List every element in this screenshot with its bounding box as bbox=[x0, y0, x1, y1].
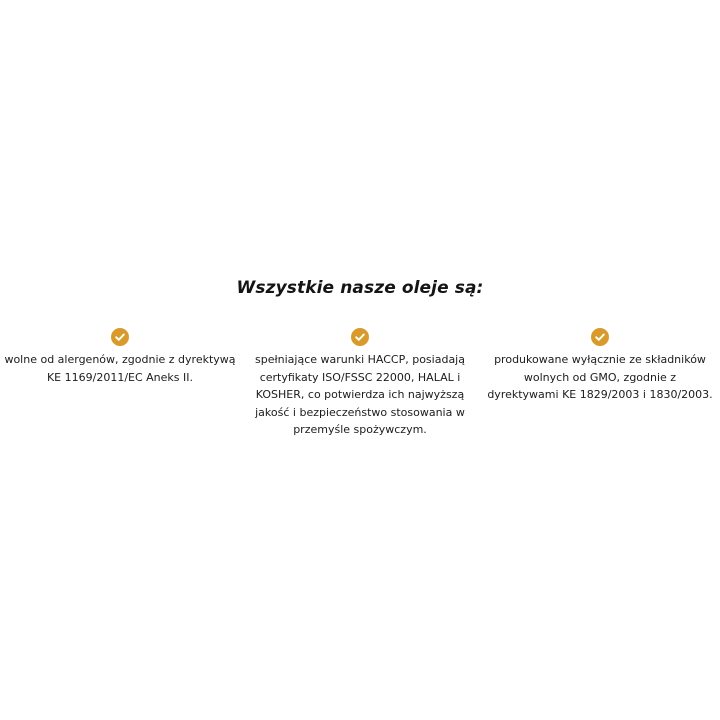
features-row bbox=[0, 328, 720, 439]
check-circle-icon bbox=[111, 328, 129, 346]
check-circle-icon bbox=[591, 328, 609, 346]
feature-text: spełniające warunki HACCP, posiadają certyfikaty ISO/FSSC 22000, HALAL i KOSHER, co potwierdza ich najwyższą jakość i bezpieczeństwo stosowania w przemyśle spożywczym. bbox=[255, 353, 465, 436]
feature-item bbox=[480, 328, 720, 439]
feature-text: produkowane wyłącznie ze składników wolnych od GMO, zgodnie z dyrektywami KE 1829/2003 i 1830/2003. bbox=[487, 353, 713, 401]
feature-item bbox=[240, 328, 480, 439]
feature-item bbox=[0, 328, 240, 439]
feature-text: wolne od alergenów, zgodnie z dyrektywą KE 1169/2011/EC Aneks II. bbox=[4, 353, 236, 384]
headline: Wszystkie nasze oleje są: bbox=[236, 278, 484, 298]
check-circle-icon bbox=[351, 328, 369, 346]
